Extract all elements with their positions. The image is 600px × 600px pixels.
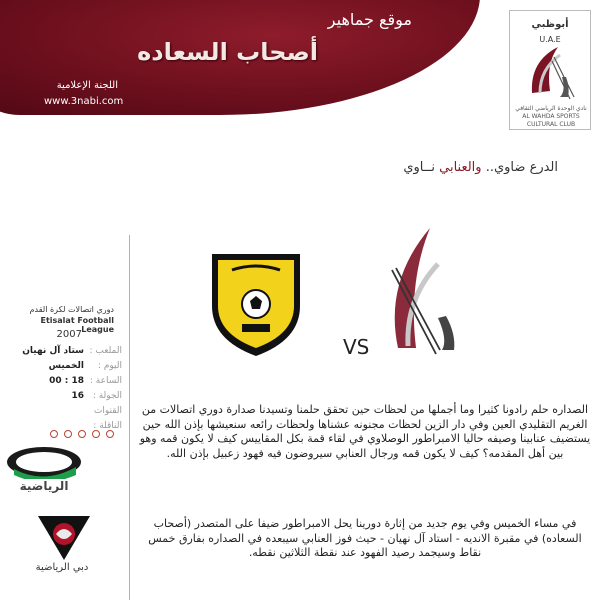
- info-row-day: [2, 361, 122, 376]
- al-wahda-club-logo: [382, 222, 468, 360]
- logo-caption-ar: نادي الوحدة الرياضي الثقافي: [515, 105, 587, 112]
- tv-channel-name-1: الرياضية: [19, 479, 69, 493]
- media-committee-label: اللجنة الإعلامية: [56, 80, 118, 91]
- dubai-sports-icon: [34, 510, 94, 562]
- info-value: 18 : 00: [49, 376, 84, 386]
- league-name-en: Etisalat Football League: [40, 316, 114, 334]
- dot-icon: [106, 430, 114, 438]
- info-row-round: [2, 391, 122, 406]
- logo-country: U.A.E: [539, 35, 561, 44]
- info-label: اليوم :: [97, 361, 122, 371]
- info-value: ستاد آل نهيان: [22, 346, 84, 356]
- tv-channel-name-2: دبي الرياضية: [35, 562, 89, 573]
- logo-caption: [512, 105, 590, 129]
- tagline-part1: الدرع ضاوي..: [485, 160, 558, 175]
- info-row-stadium: [2, 346, 122, 361]
- info-label: الجولة :: [92, 391, 122, 401]
- info-label: الناقلة :: [93, 421, 122, 431]
- article-paragraph-2: في مساء الخميس وفي يوم جديد من إثارة دورينا يحل الامبراطور ضيفا على المتصدر (أصحاب السعاده) في مقبرة الانديه - استاد آل نهيان - حيث فوز العنابي سيبعده في الصداره بفارق خمس نقاط وسيجمد رصيد الفهود عند نقطة الثلاثين نقطه.: [148, 517, 582, 559]
- tagline: [403, 160, 558, 175]
- dot-icon: [64, 430, 72, 438]
- al-wasl-club-logo: [208, 248, 304, 358]
- info-label: الساعة :: [89, 376, 122, 386]
- dot-icon: [78, 430, 86, 438]
- tagline-accent: والعنابي: [439, 160, 482, 175]
- tv-channel-logo-2: [34, 510, 94, 570]
- logo-caption-en: AL WAHDA SPORTS CULTURAL CLUB: [522, 113, 580, 128]
- league-name-ar: دوري اتصالات لكرة القدم: [29, 305, 114, 314]
- main-title: أصحاب السعاده: [137, 38, 318, 66]
- tv-channel-logo-1: [4, 445, 84, 500]
- versus-label: VS: [343, 335, 370, 359]
- dot-icon: [92, 430, 100, 438]
- dot-icon: [50, 430, 58, 438]
- info-value: 16: [71, 391, 84, 401]
- info-value: الخميس: [48, 361, 84, 371]
- tagline-part2: نــاوي: [403, 160, 435, 175]
- league-year: 2007: [56, 329, 82, 340]
- logo-city: أبوظبي: [531, 19, 569, 30]
- abu-dhabi-sports-icon: [4, 445, 84, 479]
- info-row-time: [2, 376, 122, 391]
- info-row-channels: [2, 406, 122, 421]
- info-label: الملعب :: [89, 346, 122, 356]
- article-paragraph-1: الصداره حلم رادونا كثيرا وما أجملها من لحظات حين تحقق حلمنا وتسيدنا صدارة دوري اتصالات من الغريم التقليدي العين وفي دار الزين لحظات مجنونه عشناها ولحظات رائعه سنعيشها بإذن الله حين يستضيف عنابينا وصيفه حاليا الامبراطور الوصلاوي في لقاء قمة بكل المقاييس كيف لا يكون قمه وهو بين أهل المقدمه؟ كيف لا يكون قمه ورجال العنابي سيروضون فيه فهود زعبيل بإذن الله.: [139, 403, 591, 460]
- decorative-dots: [50, 423, 120, 442]
- club-logo: [509, 10, 591, 130]
- info-label: القنوات: [93, 406, 122, 416]
- site-title: موقع جماهير: [327, 10, 412, 29]
- website-link[interactable]: www.3nabi.com: [44, 96, 124, 107]
